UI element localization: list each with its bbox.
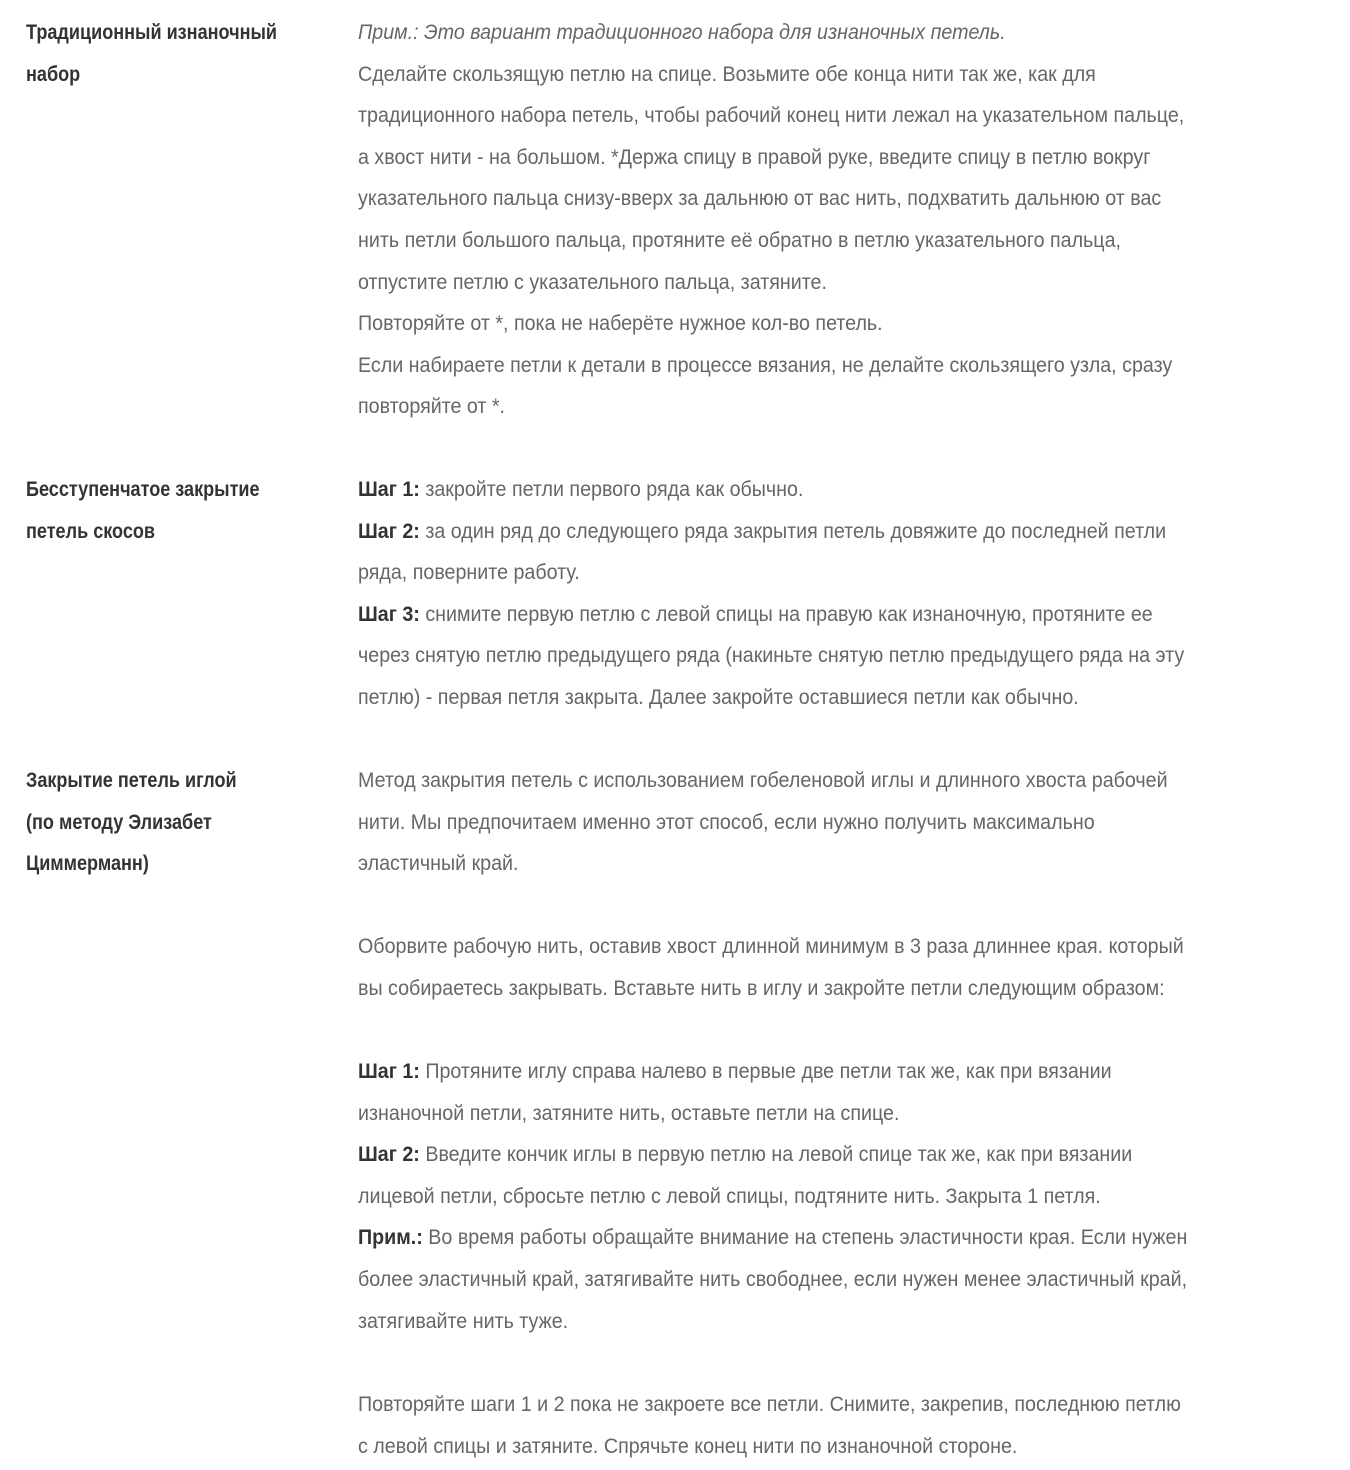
term-line: Циммерманн) — [26, 852, 149, 876]
step-2 — [358, 1134, 1319, 1176]
term-line: Закрытие петель иглой — [26, 769, 237, 792]
term-line: петель скосов — [26, 519, 156, 543]
step-text: за один ряд до следующего ряда закрытия петель довяжите до последней петли — [419, 518, 1167, 543]
text-line: указательного пальца снизу-вверх за дальнюю от вас нить, подхватить дальнюю от вас — [358, 186, 1162, 211]
step-2 — [358, 511, 1319, 553]
text-line: затягивайте нить туже. — [358, 1308, 569, 1333]
term-line: (по методу Элизабет — [26, 810, 212, 834]
text-line: Оборвите рабочую нить, оставив хвост длинной минимум в 3 раза длиннее края. который — [358, 934, 1184, 958]
text-line: а хвост нити - на большом. *Держа спицу в правой руке, введите спицу в петлю вокруг — [358, 144, 1151, 169]
text-line: отпустите петлю с указательного пальца, затяните. — [358, 269, 827, 294]
text-line: Метод закрытия петель с использованием гобеленовой иглы и длинного хвоста рабочей — [358, 768, 1168, 792]
term-line: Бесступенчатое закрытие — [26, 478, 260, 501]
text-line: с левой спицы и затяните. Спрячьте конец нити по изнаночной стороне. — [358, 1433, 1018, 1458]
note-text: Прим.: Это вариант традиционного набора для изнаночных петель. — [358, 20, 1006, 44]
text-line: нить петли большого пальца, протяните её обратно в петлю указательного пальца, — [358, 227, 1121, 252]
description-stepless-bind-off — [358, 469, 1319, 719]
text-line: ряда, поверните работу. — [358, 560, 580, 585]
note — [358, 1217, 1319, 1259]
text-line: повторяйте от *. — [358, 394, 506, 419]
step-label: Шаг 1: — [358, 1059, 420, 1083]
text-line: Повторяйте от *, пока не наберёте нужное кол-во петель. — [358, 311, 883, 336]
step-label: Шаг 1: — [358, 477, 420, 501]
step-text: закройте петли первого ряда как обычно. — [419, 477, 804, 501]
text-line: нити. Мы предпочитаем именно этот способ, если нужно получить максимально — [358, 809, 1095, 834]
text-line: Сделайте скользящую петлю на спице. Возьмите обе конца нити так же, как для — [358, 61, 1096, 86]
term-traditional-purl-cast-on — [26, 12, 284, 95]
step-label: Шаг 3: — [358, 601, 420, 626]
term-sewn-bind-off — [26, 760, 284, 885]
step-label: Шаг 2: — [358, 1142, 420, 1167]
term-stepless-bind-off — [26, 469, 284, 552]
text-line: петлю) - первая петля закрыта. Далее закройте оставшиеся петли как обычно. — [358, 684, 1079, 709]
description-traditional-purl-cast-on — [358, 12, 1319, 428]
text-line: вы собираетесь закрывать. Вставьте нить в иглу и закройте петли следующим образом: — [358, 975, 1165, 1000]
text-line: лицевой петли, сбросьте петлю с левой спицы, подтяните нить. Закрыта 1 петля. — [358, 1183, 1101, 1208]
term-line: Традиционный изнаночный — [26, 21, 278, 44]
step-label: Шаг 2: — [358, 518, 420, 543]
step-text: снимите первую петлю с левой спицы на правую как изнаночную, протяните ее — [419, 601, 1153, 626]
description-sewn-bind-off-steps — [358, 1051, 1319, 1342]
description-sewn-bind-off-prep — [358, 926, 1319, 1009]
text-line: традиционного набора петель, чтобы рабочий конец нити лежал на указательном пальце, — [358, 103, 1185, 128]
text-line: Если набираете петли к детали в процессе вязания, не делайте скользящего узла, сразу — [358, 352, 1173, 377]
text-line: более эластичный край, затягивайте нить свободнее, если нужен менее эластичный край, — [358, 1266, 1188, 1291]
text-line: Повторяйте шаги 1 и 2 пока не закроете все петли. Снимите, закрепив, последнюю петлю — [358, 1392, 1181, 1416]
note-label: Прим.: — [358, 1225, 423, 1250]
description-sewn-bind-off-final — [358, 1384, 1319, 1467]
text-line: изнаночной петли, затяните нить, оставьте петли на спице. — [358, 1100, 900, 1125]
step-1 — [358, 469, 1319, 511]
text-line: эластичный край. — [358, 851, 519, 876]
step-3 — [358, 594, 1319, 636]
term-line: набор — [26, 62, 81, 86]
step-1 — [358, 1051, 1319, 1093]
step-text: Введите кончик иглы в первую петлю на левой спице так же, как при вязании — [419, 1142, 1133, 1167]
description-sewn-bind-off-intro — [358, 760, 1319, 885]
step-text: Протяните иглу справа налево в первые две петли так же, как при вязании — [419, 1059, 1112, 1083]
note-text: Во время работы обращайте внимание на степень эластичности края. Если нужен — [422, 1225, 1188, 1250]
text-line: через снятую петлю предыдущего ряда (накиньте снятую петлю предыдущего ряда на эту — [358, 643, 1185, 668]
